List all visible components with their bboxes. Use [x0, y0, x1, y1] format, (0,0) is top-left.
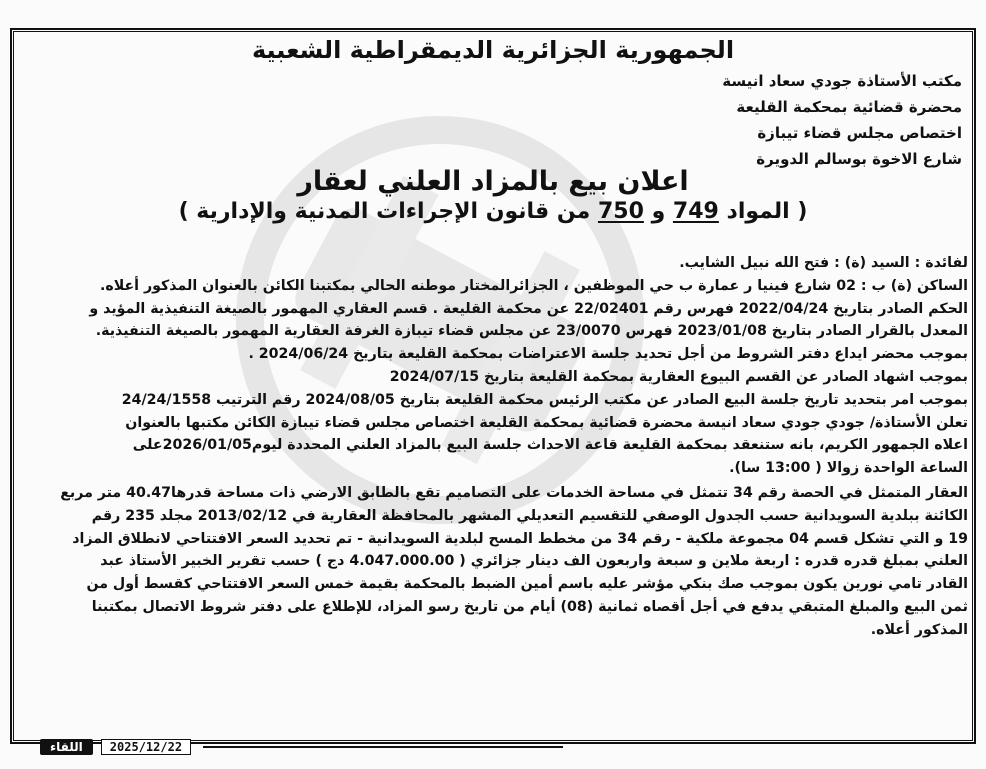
- body-line: الساكن (ة) ب : 02 شارع فينيا ر عمارة ب حي الموظفين ، الجزائرالمختار موطنه الحالي بمكتبنا الكائن بالعنوان المذكور أعلاه.: [99, 277, 968, 294]
- office-line: اختصاص مجلس قضاء تيبازة: [757, 124, 962, 142]
- republic-header: الجمهورية الجزائرية الديمقراطية الشعبية: [251, 36, 735, 64]
- publication-footer: [40, 738, 563, 756]
- article-number: 749: [672, 199, 719, 224]
- article-number: 750: [597, 199, 644, 224]
- body-line: العلني بمبلغ قدره قدره : اربعة ملاين و سبعة واربعون الف دينار جزائري ( 4.047.000.00 دج ) حسب تقرير الخبير الأستاذ عبد: [100, 553, 968, 570]
- notice-title: اعلان بيع بالمزاد العلني لعقار: [297, 166, 689, 197]
- notice-subtitle: [0, 198, 986, 226]
- publication-date: 2025/12/22: [101, 739, 191, 755]
- body-line: 19 و التي تشكل قسم 04 مجموعة ملكية - رقم 34 من مخطط المسح لبلدية السويدانية - تم تحديد السعر الافتتاحي لانطلاق المزاد: [72, 530, 968, 547]
- body-line: ثمن البيع والمبلغ المتبقي يدفع في أجل أقصاه ثمانية (08) أيام من تاريخ رسو المزاد، للإطلاع على دفتر شروط الاتصال بمكتبنا: [91, 598, 968, 615]
- body-line: بموجب محضر ايداع دفتر الشروط من أجل تحديد جلسة الاعتراضات بمحكمة القليعة بتاريخ 2024/06/24 .: [248, 346, 968, 363]
- body-line: المعدل بالقرار الصادر بتاريخ 2023/01/08 فهرس 23/0070 عن مجلس قضاء تيبازة الغرفة العقارية المهمور بالصيغة التنفيذية.: [95, 323, 968, 340]
- body-line: الحكم الصادر بتاريخ 2022/04/24 فهرس رقم 22/02401 عن محكمة القليعة . قسم العقاري المهمور بالصيغة التنفيذية المؤيد و: [89, 300, 968, 317]
- notice-body: [16, 252, 968, 642]
- body-line: لفائدة : السيد (ة) : فتح الله نبيل الشايب.: [679, 255, 968, 271]
- body-line: بموجب امر بتحديد تاريخ جلسة البيع الصادر عن مكتب الرئيس محكمة القليعة بتاريخ 2024/08/05 رقم الترتيب 24/24/1558: [121, 391, 968, 408]
- body-line: القادر تامي نورين يكون بموجب صك بنكي مؤشر عليه باسم أمين الضبط بالمحكمة بقيمة خمس السعر الافتتاحي كقسط أول من: [86, 576, 968, 593]
- body-line: اعلاه الجمهور الكريم، بانه ستنعقد بمحكمة القليعة قاعة الاحداث جلسة البيع بالمزاد العلني المحددة ليوم2026/01/05على: [132, 437, 968, 454]
- bailiff-office-info: [642, 68, 962, 172]
- newspaper-name-badge: اللقاء: [40, 739, 93, 755]
- body-line: تعلن الأستاذة/ جودي جودي سعاد انيسة محضرة قضائية بمحكمة القليعة اختصاص مجلس قضاء تيبازة الكائن مكتبها بالعنوان: [125, 414, 968, 431]
- body-line: المذكور أعلاه.: [870, 621, 968, 638]
- office-line: شارع الاخوة بوسالم الدويرة: [756, 150, 962, 168]
- body-line: الساعة الواحدة زوالا ( 13:00 سا).: [729, 460, 968, 477]
- office-line: مكتب الأستاذة جودي سعاد انيسة: [722, 72, 962, 90]
- body-line: بموجب اشهاد الصادر عن القسم البيوع العقارية بمحكمة القليعة بتاريخ 2024/07/15: [389, 368, 968, 385]
- office-line: محضرة قضائية بمحكمة القليعة: [736, 98, 962, 116]
- subtitle-prefix: ( المواد: [726, 199, 808, 224]
- body-line: العقار المتمثل في الحصة رقم 34 تتمثل في مساحة الخدمات على التصاميم تقع بالطابق الارضي ذات مساحة قدرها40.47 متر مربع: [60, 484, 968, 501]
- footer-rule: [203, 746, 563, 748]
- body-line: الكائنة ببلدية السويدانية حسب الجدول الوصفي للتقسيم التعديلي المشهر بالمحافظة العقارية في 2013/02/12 مجلد 235 رقم: [91, 507, 968, 524]
- subtitle-and: و: [651, 199, 666, 224]
- subtitle-suffix: من قانون الإجراءات المدنية والإدارية ): [178, 199, 591, 224]
